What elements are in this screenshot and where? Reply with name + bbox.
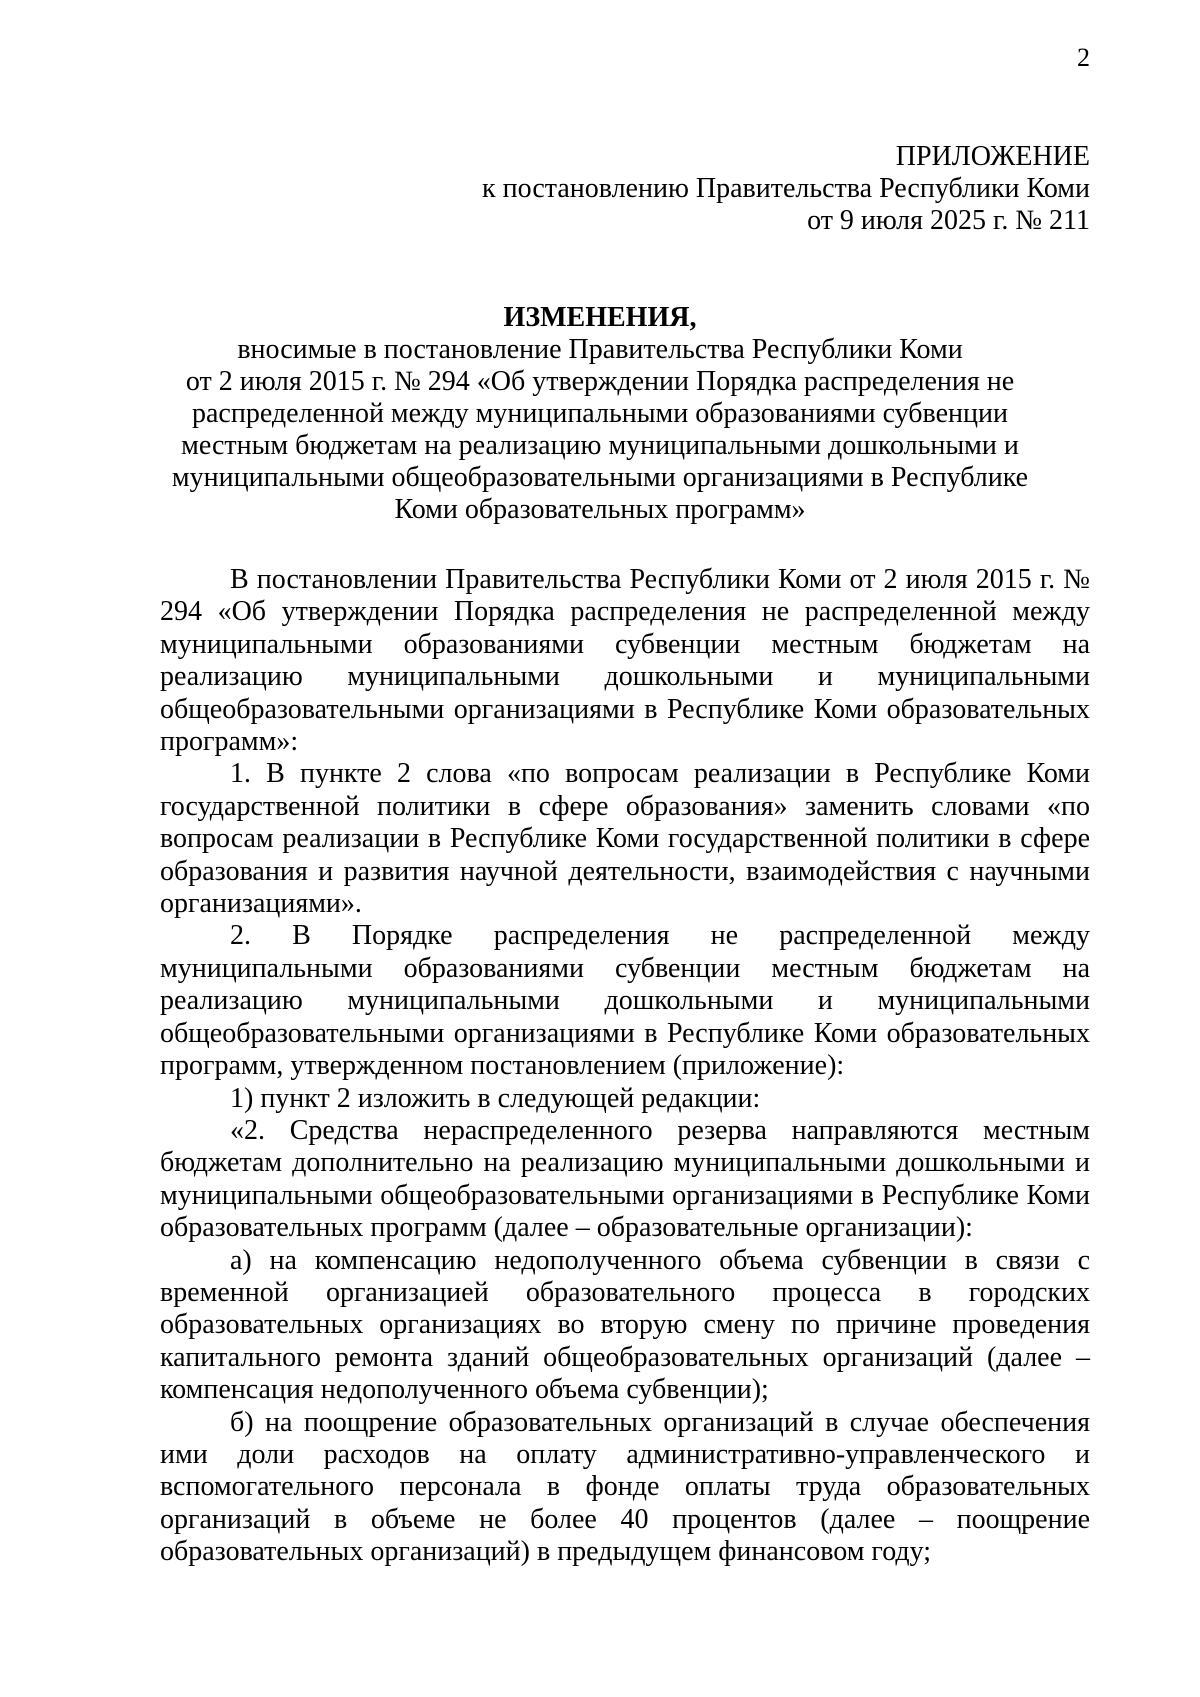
appendix-line-2: от 9 июля 2025 г. № 211 bbox=[807, 205, 1090, 236]
title-line: местным бюджетам на реализацию муниципальными дошкольными и bbox=[181, 430, 1019, 461]
body-paragraph-subitem-1: 1) пункт 2 изложить в следующей редакции: bbox=[230, 1082, 761, 1114]
body-paragraph-clause-a: а) на компенсацию недополученного объема субвенции в связи с временной организацией образовательного процесса в городских образовательных организациях во вторую смену по причине проведения капитального ремонта зданий общеобразовательных организаций (далее – компенсация недополученного объема субвенции); bbox=[160, 1244, 1090, 1406]
document-body bbox=[160, 564, 1090, 1569]
body-paragraph-item-2: 2. В Порядке распределения не распределенной между муниципальными образованиями субвенции местным бюджетам на реализацию муниципальными дошкольными и муниципальными общеобразовательными организациями в Республике Коми образовательных программ, утвержденном постановлением (приложение): bbox=[160, 920, 1090, 1082]
title-line: от 2 июля 2015 г. № 294 «Об утверждении Порядка распределения не bbox=[185, 366, 1015, 397]
title-block bbox=[150, 302, 1050, 526]
appendix-block bbox=[482, 141, 1090, 237]
body-paragraph-clause-2: «2. Средства нераспределенного резерва направляются местным бюджетам дополнительно на реализацию муниципальными дошкольными и муниципальными общеобразовательными организациями в Республике Коми образовательных программ (далее – образовательные организации): bbox=[160, 1114, 1090, 1244]
document-heading: ИЗМЕНЕНИЯ, bbox=[503, 302, 697, 333]
appendix-label: ПРИЛОЖЕНИЕ bbox=[895, 141, 1090, 172]
body-paragraph-intro: В постановлении Правительства Республики Коми от 2 июля 2015 г. № 294 «Об утверждении Порядка распределения не распределенной между муниципальными образованиями субвенции местным бюджетам на реализацию муниципальными дошкольными и муниципальными общеобразовательными организациями в Республике Коми образовательных программ»: bbox=[160, 564, 1090, 758]
appendix-line-1: к постановлению Правительства Республики Коми bbox=[482, 173, 1090, 204]
title-line: муниципальными общеобразовательными организациями в Республике bbox=[171, 462, 1029, 493]
body-paragraph-clause-b: б) на поощрение образовательных организаций в случае обеспечения ими доли расходов на оплату административно-управленческого и вспомогательного персонала в фонде оплаты труда образовательных организаций в объеме не более 40 процентов (далее – поощрение образовательных организаций) в предыдущем финансовом году; bbox=[160, 1406, 1090, 1568]
title-line: распределенной между муниципальными образованиями субвенции bbox=[192, 398, 1008, 429]
body-paragraph-item-1: 1. В пункте 2 слова «по вопросам реализации в Республике Коми государственной политики в сфере образования» заменить словами «по вопросам реализации в Республике Коми государственной политики в сфере образования и развития научной деятельности, взаимодействия с научными организациями». bbox=[160, 758, 1090, 920]
title-line: Коми образовательных программ» bbox=[394, 494, 806, 525]
title-line: вносимые в постановление Правительства Республики Коми bbox=[237, 334, 963, 365]
page-number: 2 bbox=[1077, 43, 1090, 72]
